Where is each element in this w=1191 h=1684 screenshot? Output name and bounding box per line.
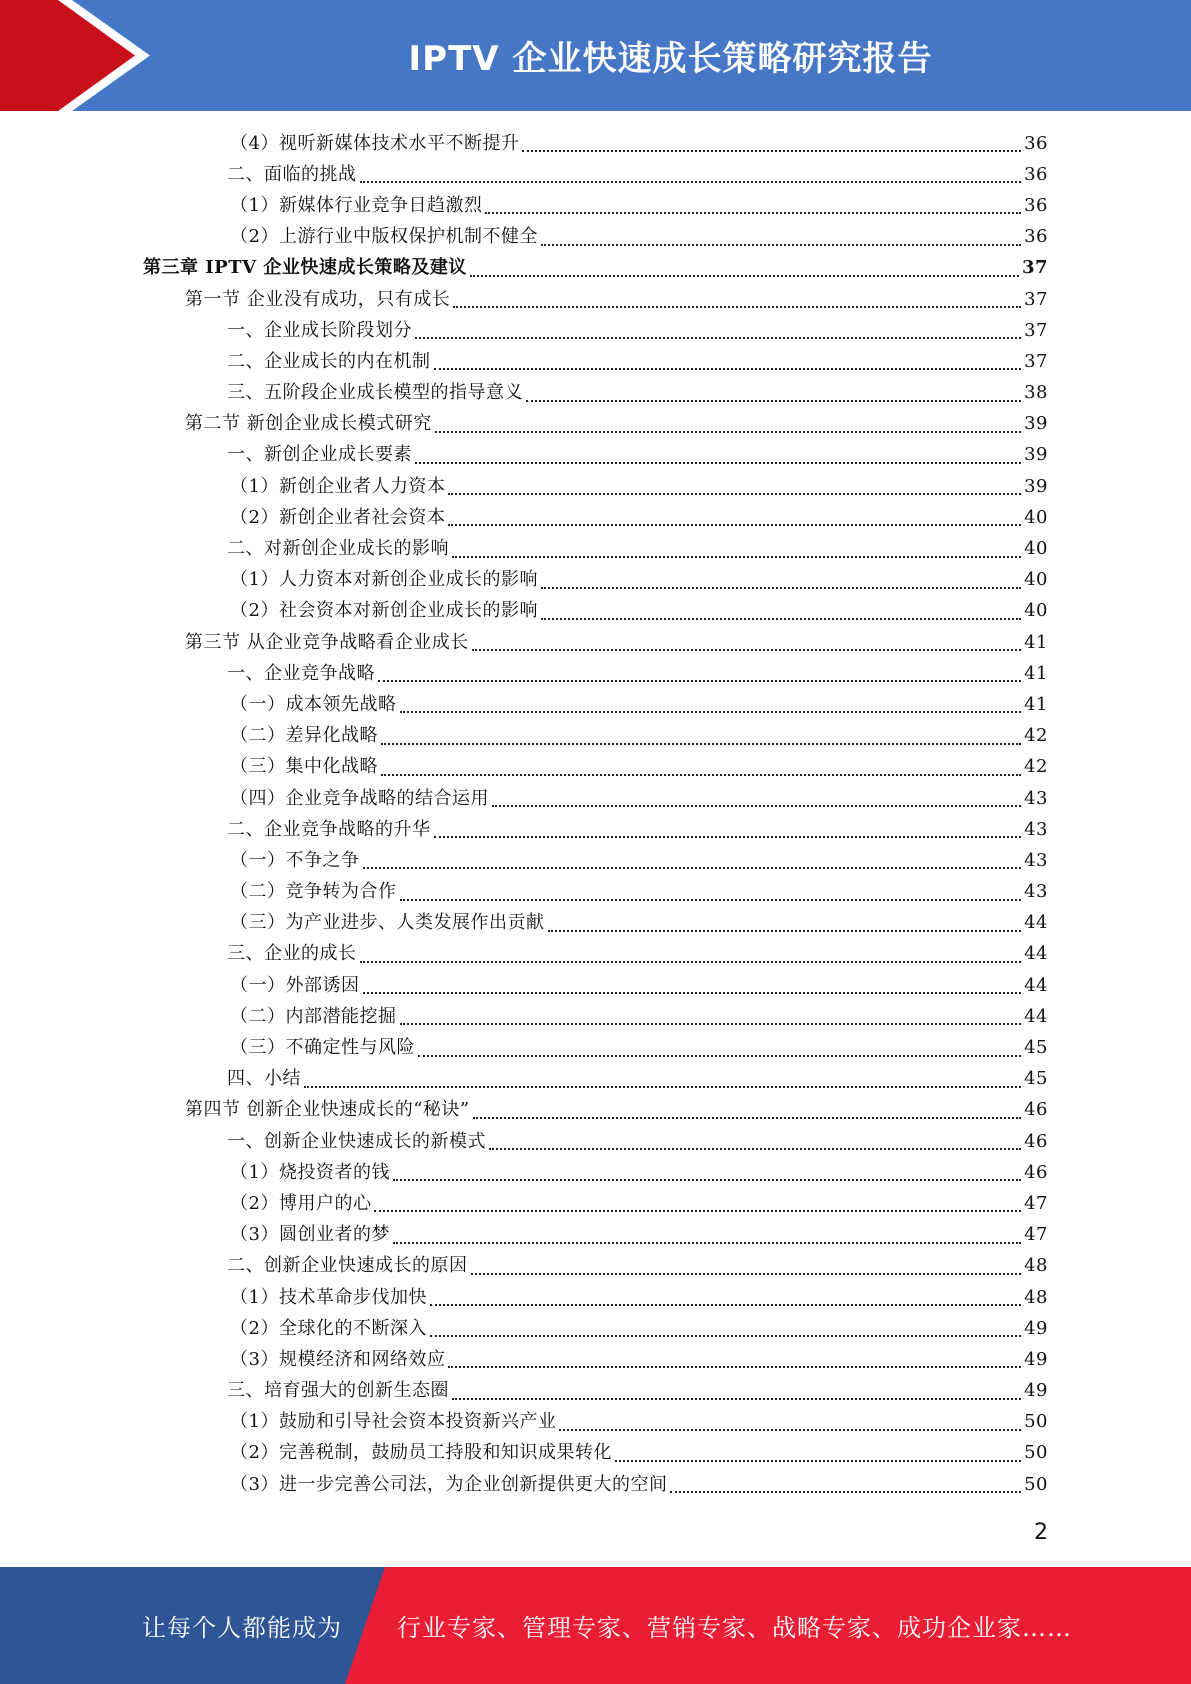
toc-dot-leader (541, 243, 1021, 246)
toc-entry-title: （2）博用户的心 (230, 1192, 372, 1214)
toc-dot-leader (400, 1022, 1022, 1025)
toc-entry-title: （1）鼓励和引导社会资本投资新兴产业 (230, 1411, 557, 1433)
toc-entry[interactable] (0, 1282, 1048, 1313)
toc-entry[interactable] (0, 845, 1048, 876)
toc-entry[interactable] (0, 409, 1048, 440)
toc-entry-page: 37 (1024, 319, 1048, 341)
toc-entry[interactable] (0, 315, 1048, 346)
toc-dot-leader (448, 523, 1021, 526)
toc-entry-page: 49 (1024, 1317, 1048, 1339)
toc-entry-title: （四）企业竞争战略的结合运用 (230, 787, 489, 809)
toc-entry-page: 47 (1024, 1192, 1048, 1214)
toc-entry-title: （1）新媒体行业竞争日趋激烈 (230, 194, 483, 216)
toc-entry-page: 39 (1024, 444, 1048, 466)
toc-entry[interactable] (0, 222, 1048, 253)
toc-dot-leader (374, 1209, 1021, 1212)
toc-entry[interactable] (0, 1095, 1048, 1126)
toc-entry[interactable] (0, 1469, 1048, 1500)
toc-dot-leader (615, 1459, 1021, 1462)
toc-dot-leader (400, 710, 1022, 713)
toc-dot-leader (452, 555, 1021, 558)
footer-slogan-right: 行业专家、管理专家、营销专家、战略专家、成功企业家…… (397, 1614, 1072, 1642)
page-number: 2 (1034, 1520, 1048, 1545)
toc-entry[interactable] (0, 1032, 1048, 1063)
toc-dot-leader (489, 1147, 1021, 1150)
toc-entry-page: 40 (1024, 506, 1048, 528)
toc-entry[interactable] (0, 1220, 1048, 1251)
footer-slogan-left: 让每个人都能成为 (142, 1614, 342, 1642)
toc-entry-title: （二）竞争转为合作 (230, 881, 397, 903)
toc-entry-title: （三）不确定性与风险 (230, 1037, 415, 1059)
toc-entry[interactable] (0, 783, 1048, 814)
toc-entry-page: 43 (1024, 787, 1048, 809)
toc-entry-page: 50 (1024, 1411, 1048, 1433)
toc-entry[interactable] (0, 346, 1048, 377)
toc-entry[interactable] (0, 190, 1048, 221)
toc-dot-leader (381, 773, 1021, 776)
toc-entry-title: 二、对新创企业成长的影响 (227, 538, 449, 560)
toc-dot-leader (541, 617, 1021, 620)
toc-entry[interactable] (0, 159, 1048, 190)
toc-dot-leader (430, 1334, 1021, 1337)
toc-dot-leader (434, 835, 1022, 838)
toc-entry[interactable] (0, 1438, 1048, 1469)
toc-entry-title: （2）社会资本对新创企业成长的影响 (230, 600, 538, 622)
toc-entry-page: 50 (1024, 1473, 1048, 1495)
toc-entry-page: 40 (1024, 569, 1048, 591)
toc-dot-leader (430, 1303, 1021, 1306)
toc-entry-title: 第三章 IPTV 企业快速成长策略及建议 (143, 257, 467, 279)
toc-entry[interactable] (0, 1188, 1048, 1219)
table-of-contents (0, 128, 1191, 1500)
toc-entry[interactable] (0, 596, 1048, 627)
toc-dot-leader (360, 960, 1022, 963)
toc-entry-page: 42 (1024, 725, 1048, 747)
toc-entry-title: （4）视听新媒体技术水平不断提升 (230, 132, 520, 154)
toc-dot-leader (472, 648, 1021, 651)
toc-entry-page: 38 (1024, 382, 1048, 404)
toc-entry[interactable] (0, 378, 1048, 409)
toc-entry-title: （3）进一步完善公司法，为企业创新提供更大的空间 (230, 1473, 668, 1495)
toc-entry[interactable] (0, 721, 1048, 752)
toc-entry[interactable] (0, 939, 1048, 970)
toc-entry-title: （2）完善税制，鼓励员工持股和知识成果转化 (230, 1442, 612, 1464)
toc-entry-page: 36 (1024, 194, 1048, 216)
toc-entry-page: 44 (1024, 1005, 1048, 1027)
toc-dot-leader (492, 804, 1021, 807)
toc-entry-page: 42 (1024, 756, 1048, 778)
toc-entry-title: 四、小结 (227, 1068, 301, 1090)
toc-entry-title: 二、企业成长的内在机制 (227, 350, 431, 372)
toc-entry[interactable] (0, 877, 1048, 908)
toc-dot-leader (378, 679, 1021, 682)
toc-dot-leader (393, 1178, 1021, 1181)
page-footer (0, 1567, 1191, 1684)
toc-entry-title: （2）上游行业中版权保护机制不健全 (230, 226, 538, 248)
toc-entry[interactable] (0, 1064, 1048, 1095)
toc-dot-leader (393, 1241, 1021, 1244)
toc-entry[interactable] (0, 1126, 1048, 1157)
toc-entry-page: 36 (1024, 132, 1048, 154)
toc-entry-page: 48 (1024, 1255, 1048, 1277)
toc-entry-page: 39 (1024, 475, 1048, 497)
toc-dot-leader (415, 461, 1021, 464)
toc-entry[interactable] (0, 440, 1048, 471)
toc-entry-title: （一）成本领先战略 (230, 693, 397, 715)
toc-entry-page: 41 (1024, 631, 1048, 653)
toc-entry-page: 44 (1024, 943, 1048, 965)
toc-entry-title: （1）技术革命步伐加快 (230, 1286, 427, 1308)
toc-entry[interactable] (0, 658, 1048, 689)
toc-entry-page: 40 (1024, 538, 1048, 560)
toc-entry-title: 一、企业竞争战略 (227, 662, 375, 684)
toc-dot-leader (522, 149, 1021, 152)
toc-dot-leader (470, 274, 1019, 277)
toc-entry[interactable] (0, 128, 1048, 159)
toc-entry-title: 一、企业成长阶段划分 (227, 319, 412, 341)
toc-entry-page: 43 (1024, 881, 1048, 903)
toc-entry-title: 二、企业竞争战略的升华 (227, 818, 431, 840)
toc-entry-title: 一、新创企业成长要素 (227, 444, 412, 466)
toc-entry[interactable] (0, 284, 1048, 315)
toc-entry[interactable] (0, 752, 1048, 783)
toc-entry[interactable] (0, 1313, 1048, 1344)
toc-entry-page: 46 (1024, 1161, 1048, 1183)
toc-entry[interactable] (0, 565, 1048, 596)
toc-entry-title: 二、面临的挑战 (227, 163, 357, 185)
toc-entry-page: 43 (1024, 818, 1048, 840)
toc-entry-page: 43 (1024, 849, 1048, 871)
toc-entry-title: （1）人力资本对新创企业成长的影响 (230, 569, 538, 591)
toc-entry-title: （二）差异化战略 (230, 725, 378, 747)
toc-entry-page: 39 (1024, 413, 1048, 435)
toc-dot-leader (670, 1490, 1021, 1493)
toc-entry[interactable] (0, 1001, 1048, 1032)
toc-entry-title: （1）新创企业者人力资本 (230, 475, 446, 497)
toc-entry-page: 48 (1024, 1286, 1048, 1308)
toc-entry[interactable] (0, 1407, 1048, 1438)
toc-entry-page: 44 (1024, 912, 1048, 934)
toc-entry[interactable] (0, 1344, 1048, 1375)
toc-entry-title: （1）烧投资者的钱 (230, 1161, 390, 1183)
toc-entry[interactable] (0, 627, 1048, 658)
toc-dot-leader (453, 305, 1021, 308)
toc-entry-page: 36 (1024, 163, 1048, 185)
toc-entry-title: （三）集中化战略 (230, 756, 378, 778)
toc-entry-title: （2）新创企业者社会资本 (230, 506, 446, 528)
toc-entry-title: （3）规模经济和网络效应 (230, 1348, 446, 1370)
toc-entry-title: （一）外部诱因 (230, 974, 360, 996)
toc-entry-page: 46 (1024, 1099, 1048, 1121)
toc-dot-leader (418, 1054, 1021, 1057)
report-title: IPTV 企业快速成长策略研究报告 (408, 39, 933, 79)
toc-entry-page: 45 (1024, 1068, 1048, 1090)
toc-entry-page: 41 (1024, 693, 1048, 715)
toc-entry-title: 二、创新企业快速成长的原因 (227, 1255, 468, 1277)
toc-entry-title: 三、培育强大的创新生态圈 (227, 1380, 449, 1402)
toc-entry-page: 37 (1024, 350, 1048, 372)
toc-entry-page: 40 (1024, 600, 1048, 622)
toc-dot-leader (381, 742, 1021, 745)
toc-dot-leader (452, 1397, 1021, 1400)
toc-entry-title: （一）不争之争 (230, 849, 360, 871)
toc-entry-title: 第一节 企业没有成功，只有成长 (185, 288, 451, 310)
toc-dot-leader (304, 1085, 1021, 1088)
toc-entry-title: 第三节 从企业竞争战略看企业成长 (185, 631, 469, 653)
toc-dot-leader (448, 492, 1021, 495)
toc-entry-page: 49 (1024, 1348, 1048, 1370)
toc-entry-page: 37 (1024, 288, 1048, 310)
toc-entry[interactable] (0, 471, 1048, 502)
toc-entry-title: 一、创新企业快速成长的新模式 (227, 1130, 486, 1152)
page-header (0, 0, 1191, 111)
toc-entry[interactable] (0, 908, 1048, 939)
toc-entry[interactable] (0, 1251, 1048, 1282)
toc-dot-leader (363, 866, 1022, 869)
toc-entry-page: 44 (1024, 974, 1048, 996)
toc-entry-page: 41 (1024, 662, 1048, 684)
toc-dot-leader (485, 211, 1021, 214)
toc-entry[interactable] (0, 502, 1048, 533)
toc-entry-page: 37 (1021, 257, 1048, 279)
toc-dot-leader (400, 898, 1022, 901)
toc-dot-leader (435, 430, 1021, 433)
toc-dot-leader (434, 367, 1022, 370)
toc-entry-page: 46 (1024, 1130, 1048, 1152)
toc-entry-page: 36 (1024, 226, 1048, 248)
toc-entry-title: （2）全球化的不断深入 (230, 1317, 427, 1339)
toc-dot-leader (541, 586, 1021, 589)
toc-entry-page: 45 (1024, 1037, 1048, 1059)
toc-entry-title: （三）为产业进步、人类发展作出贡献 (230, 912, 545, 934)
header-chevron-graphic (0, 0, 160, 111)
toc-entry[interactable] (0, 1157, 1048, 1188)
toc-dot-leader (559, 1428, 1021, 1431)
toc-entry-title: 三、五阶段企业成长模型的指导意义 (227, 382, 523, 404)
toc-entry-title: 第二节 新创企业成长模式研究 (185, 413, 432, 435)
toc-entry-title: （二）内部潜能挖掘 (230, 1005, 397, 1027)
toc-entry-title: 三、企业的成长 (227, 943, 357, 965)
toc-entry-page: 47 (1024, 1224, 1048, 1246)
toc-entry[interactable] (0, 689, 1048, 720)
toc-dot-leader (360, 180, 1022, 183)
toc-entry[interactable] (0, 814, 1048, 845)
toc-dot-leader (363, 991, 1022, 994)
toc-dot-leader (548, 929, 1022, 932)
toc-entry-page: 50 (1024, 1442, 1048, 1464)
toc-entry[interactable] (0, 253, 1048, 284)
toc-dot-leader (473, 1116, 1021, 1119)
toc-entry-page: 49 (1024, 1380, 1048, 1402)
toc-entry-title: （3）圆创业者的梦 (230, 1224, 390, 1246)
toc-dot-leader (526, 399, 1021, 402)
toc-entry-title: 第四节 创新企业快速成长的“秘诀” (185, 1099, 470, 1121)
toc-entry[interactable] (0, 1376, 1048, 1407)
toc-dot-leader (415, 336, 1021, 339)
toc-entry[interactable] (0, 970, 1048, 1001)
toc-dot-leader (448, 1365, 1021, 1368)
toc-entry[interactable] (0, 533, 1048, 564)
toc-dot-leader (471, 1272, 1022, 1275)
